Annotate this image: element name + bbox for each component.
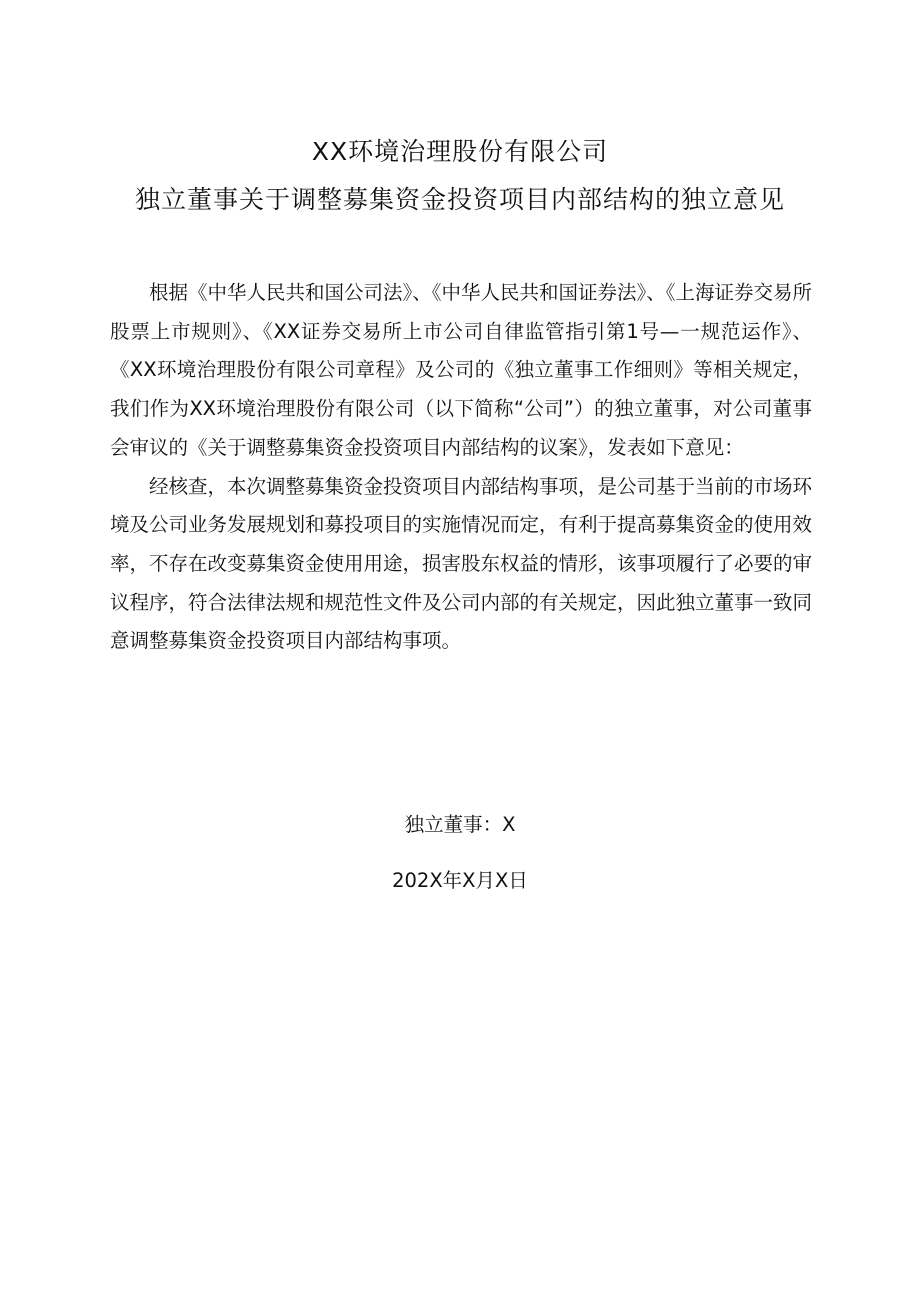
date-line: 202X年X月X日 [392, 869, 528, 892]
document-title-subject: 独立董事关于调整募集资金投资项目内部结构的独立意见 [134, 185, 785, 214]
body-paragraph: 经核查，本次调整募集资金投资项目内部结构事项，是公司基于当前的市场环境及公司业务发展规划和募投项目的实施情况而定，有利于提高募集资金的使用效率，不存在改变募集资金使用用途，损害股东权益的情形，该事项履行了必要的审议程序，符合法律法规和规范性文件及公司内部的有关规定，因此独立董事一致同意调整募集资金投资项目内部结构事项。 [110, 474, 813, 653]
document-title-company: XX环境治理股份有限公司 [311, 137, 609, 166]
body-paragraph: 根据《中华人民共和国公司法》、《中华人民共和国证券法》、《上海证券交易所股票上市规则》、《XX证券交易所上市公司自律监管指引第1号—一规范运作》、《XX环境治理股份有限公司章程》及公司的《独立董事工作细则》等相关规定，我们作为XX环境治理股份有限公司（以下简称“公司”）的独立董事，对公司董事会审议的《关于调整募集资金投资项目内部结构的议案》，发表如下意见： [110, 281, 813, 459]
signer-line: 独立董事：X [404, 813, 516, 836]
document-body [110, 274, 812, 661]
